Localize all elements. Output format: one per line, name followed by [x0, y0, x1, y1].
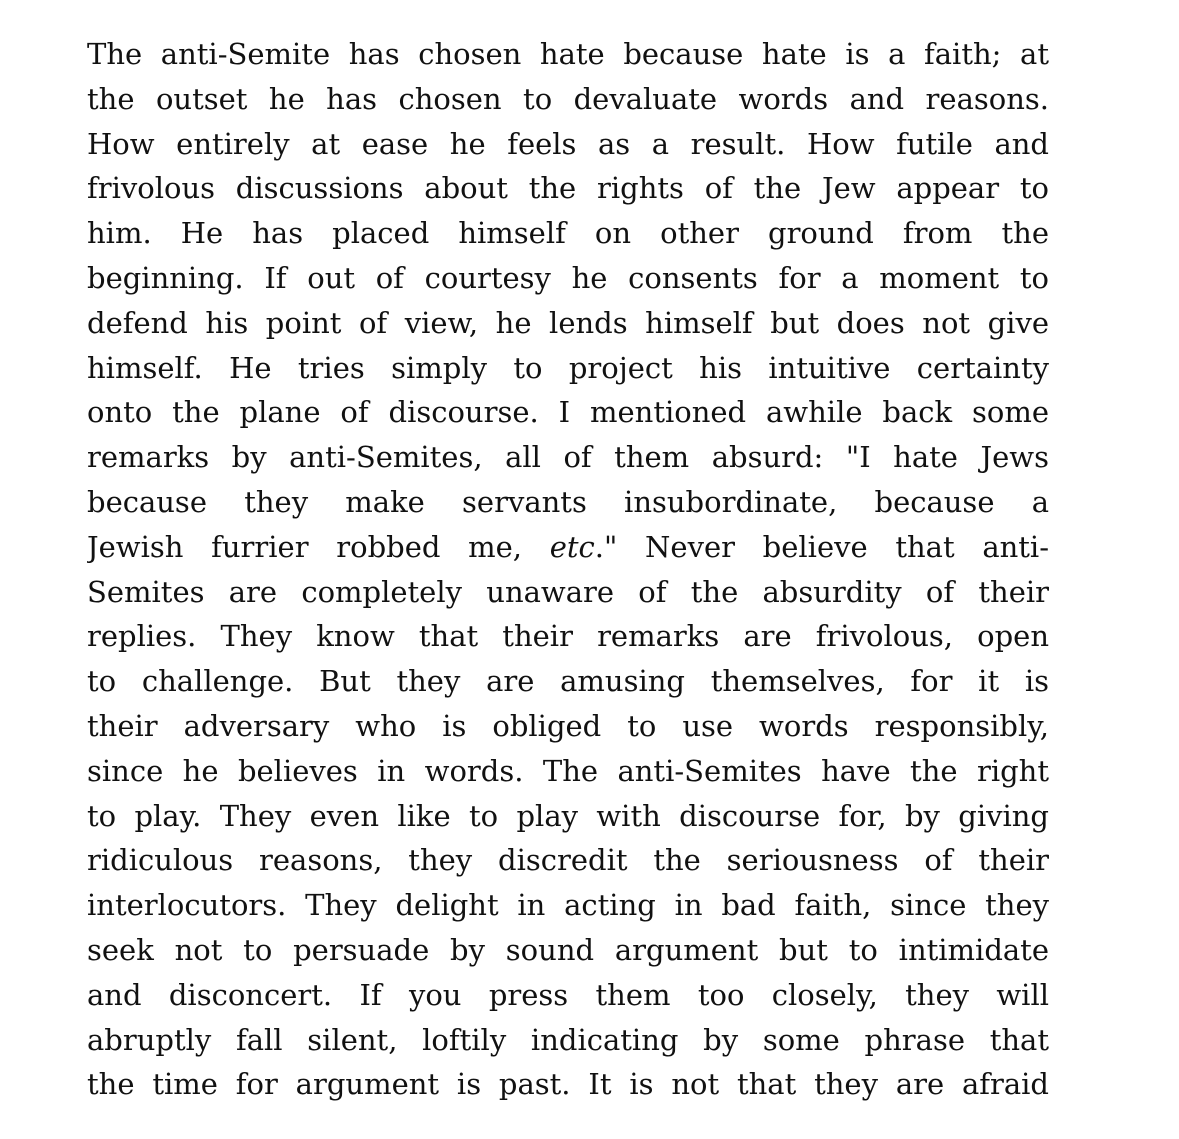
text-line: interlocutors. They delight in acting in bad faith, since they	[87, 888, 1049, 923]
text-run: Jewish furrier robbed me,	[87, 529, 550, 564]
text-line	[87, 525, 1049, 570]
text-line: The anti-Semite has chosen hate because hate is a faith; at	[87, 37, 1049, 71]
body-paragraph	[87, 32, 1049, 1107]
text-line: remarks by anti-Semites, all of them absurd: "I hate Jews	[87, 440, 1049, 475]
text-line: How entirely at ease he feels as a result. How futile and	[87, 126, 1049, 161]
text-line: because they make servants insubordinate, because a	[87, 484, 1049, 519]
text-line: him. He has placed himself on other ground from the	[87, 216, 1049, 251]
text-line: abruptly fall silent, loftily indicating by some phrase that	[87, 1022, 1049, 1057]
text-line: onto the plane of discourse. I mentioned awhile back some	[87, 395, 1049, 430]
italic-text-run: etc	[549, 529, 595, 564]
text-line: the outset he has chosen to devaluate words and reasons.	[87, 81, 1049, 116]
text-line: to play. They even like to play with discourse for, by giving	[87, 798, 1049, 833]
text-run: ." Never believe that anti-	[594, 529, 1049, 564]
text-line: the time for argument is past. It is not that they are afraid	[87, 1067, 1049, 1102]
text-line: ridiculous reasons, they discredit the seriousness of their	[87, 843, 1049, 878]
text-line: replies. They know that their remarks are frivolous, open	[87, 619, 1049, 654]
text-line: beginning. If out of courtesy he consents for a moment to	[87, 260, 1049, 295]
text-line: seek not to persuade by sound argument but to intimidate	[87, 932, 1049, 967]
text-line: Semites are completely unaware of the absurdity of their	[87, 574, 1049, 609]
text-line: defend his point of view, he lends himself but does not give	[87, 305, 1049, 340]
text-line: and disconcert. If you press them too closely, they will	[87, 977, 1049, 1012]
text-line: frivolous discussions about the rights of the Jew appear to	[87, 171, 1049, 206]
text-line: to challenge. But they are amusing themselves, for it is	[87, 664, 1049, 699]
text-line: himself. He tries simply to project his intuitive certainty	[87, 350, 1049, 385]
text-line: since he believes in words. The anti-Semites have the right	[87, 753, 1049, 788]
text-line: their adversary who is obliged to use words responsibly,	[87, 708, 1049, 743]
